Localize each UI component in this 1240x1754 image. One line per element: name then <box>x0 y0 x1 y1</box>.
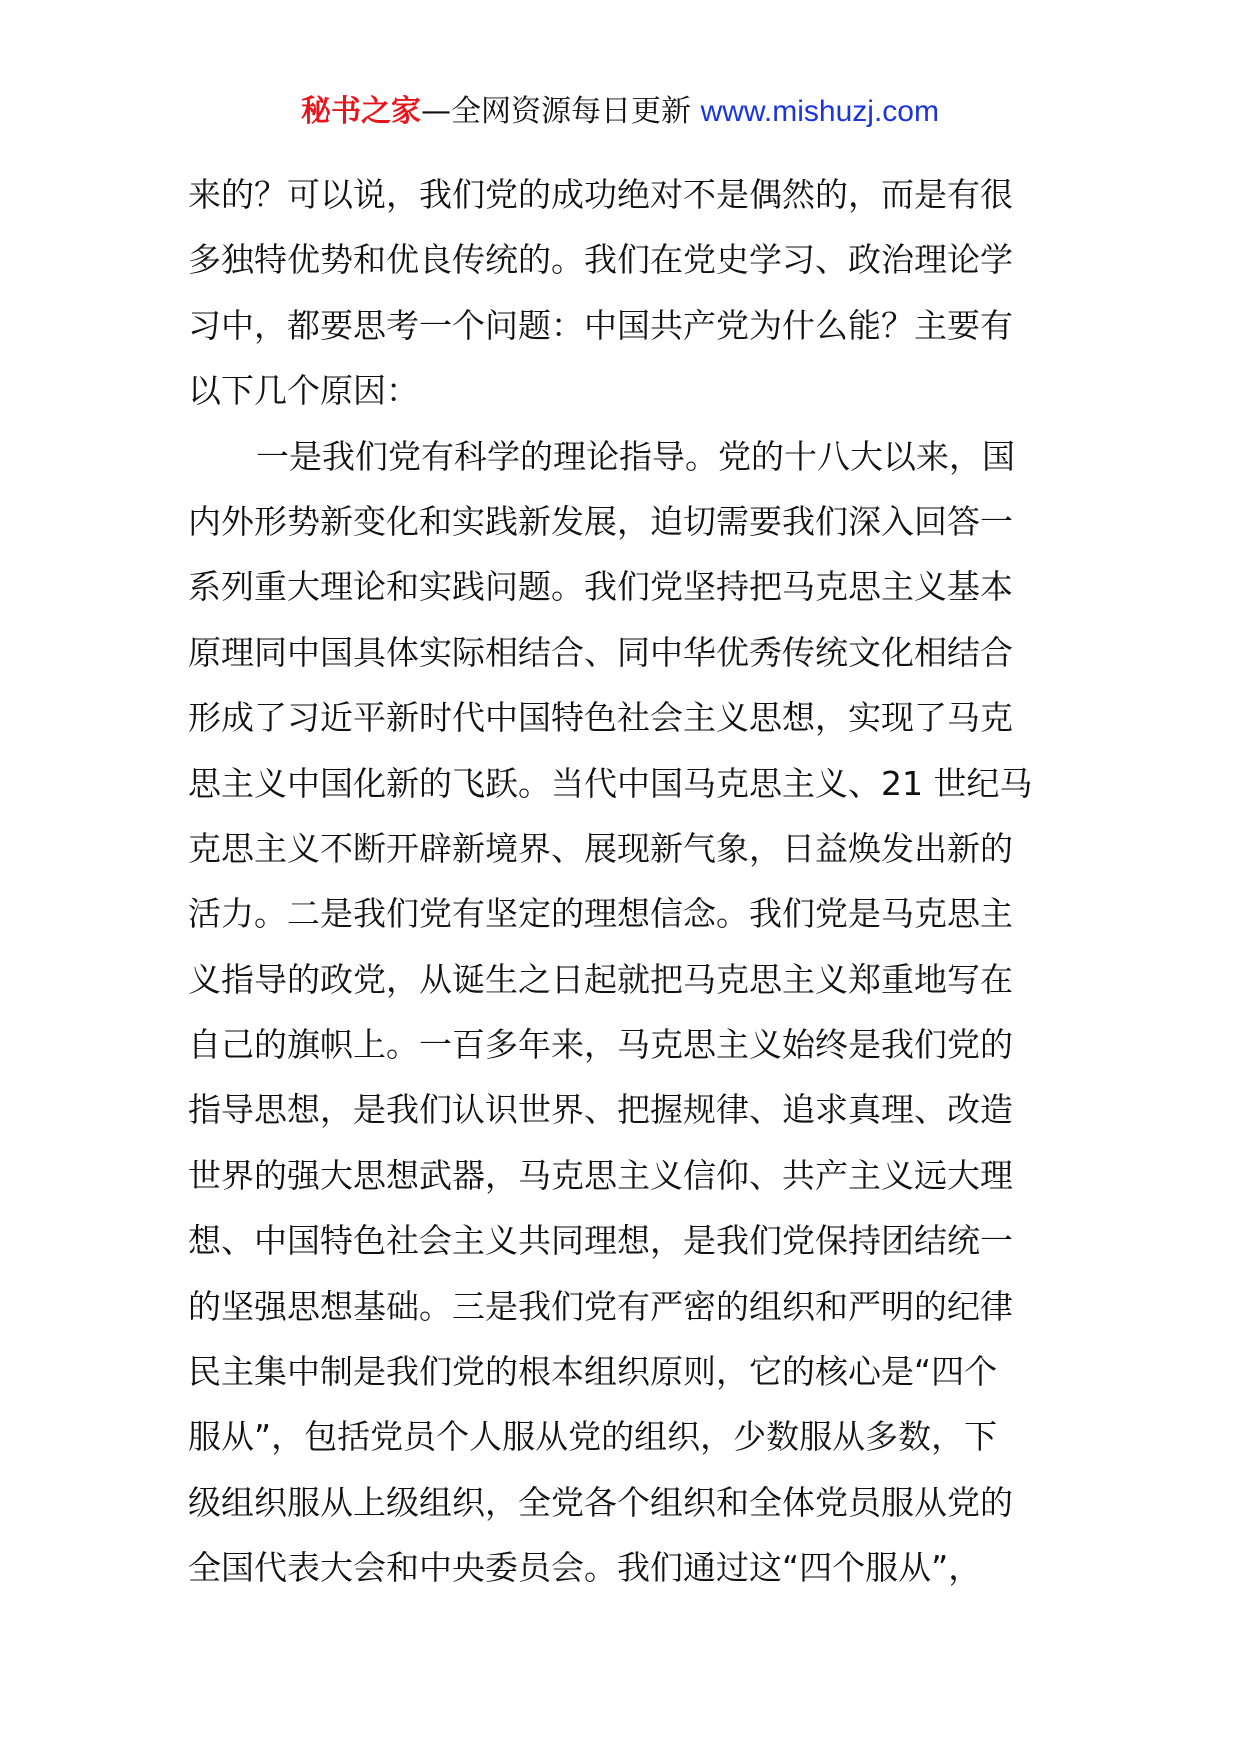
text-line: 义指导的政党，从诞生之日起就把马克思主义郑重地写在 <box>188 959 1013 999</box>
text-line: 指导思想，是我们认识世界、把握规律、追求真理、改造 <box>188 1090 1013 1130</box>
text-line: 克思主义不断开辟新境界、展现新气象，日益焕发出新的 <box>188 828 1013 868</box>
text-line: 思主义中国化新的飞跃。当代中国马克思主义、21 世纪马 <box>188 763 1033 803</box>
text-line: 世界的强大思想武器，马克思主义信仰、共产主义远大理 <box>188 1155 1013 1195</box>
text-line: 内外形势新变化和实践新发展，迫切需要我们深入回答一 <box>188 501 1013 541</box>
text-line: 级组织服从上级组织，全党各个组织和全体党员服从党的 <box>188 1482 1013 1522</box>
text-line: 系列重大理论和实践问题。我们党坚持把马克思主义基本 <box>188 567 1013 607</box>
text-line: 想、中国特色社会主义共同理想，是我们党保持团结统一 <box>188 1221 1013 1261</box>
text-line: 服从”，包括党员个人服从党的组织，少数服从多数，下 <box>188 1417 998 1457</box>
text-line: 习中，都要思考一个问题：中国共产党为什么能？主要有 <box>188 305 1013 345</box>
text-line: 民主集中制是我们党的根本组织原则，它的核心是“四个 <box>188 1352 998 1392</box>
site-header <box>0 92 1240 132</box>
document-body <box>188 162 1058 1601</box>
text-line: 自己的旗帜上。一百多年来，马克思主义始终是我们党的 <box>188 1025 1013 1065</box>
text-line: 的坚强思想基础。三是我们党有严密的组织和严明的纪律 <box>188 1286 1013 1326</box>
paragraph-start-line: 一是我们党有科学的理论指导。党的十八大以来，国 <box>256 436 1015 476</box>
text-line: 活力。二是我们党有坚定的理想信念。我们党是马克思主 <box>188 894 1013 934</box>
text-line: 全国代表大会和中央委员会。我们通过这“四个服从”， <box>188 1548 982 1588</box>
header-slogan: —全网资源每日更新 <box>421 94 692 129</box>
site-url-link[interactable]: www.mishuzj.com <box>700 95 939 128</box>
text-line: 形成了习近平新时代中国特色社会主义思想，实现了马克 <box>188 698 1013 738</box>
text-line: 来的？可以说，我们党的成功绝对不是偶然的，而是有很 <box>188 175 1013 214</box>
text-line: 原理同中国具体实际相结合、同中华优秀传统文化相结合 <box>188 632 1013 672</box>
brand-name: 秘书之家 <box>301 94 422 129</box>
text-line: 以下几个原因： <box>188 371 419 411</box>
text-line: 多独特优势和优良传统的。我们在党史学习、政治理论学 <box>188 240 1013 280</box>
